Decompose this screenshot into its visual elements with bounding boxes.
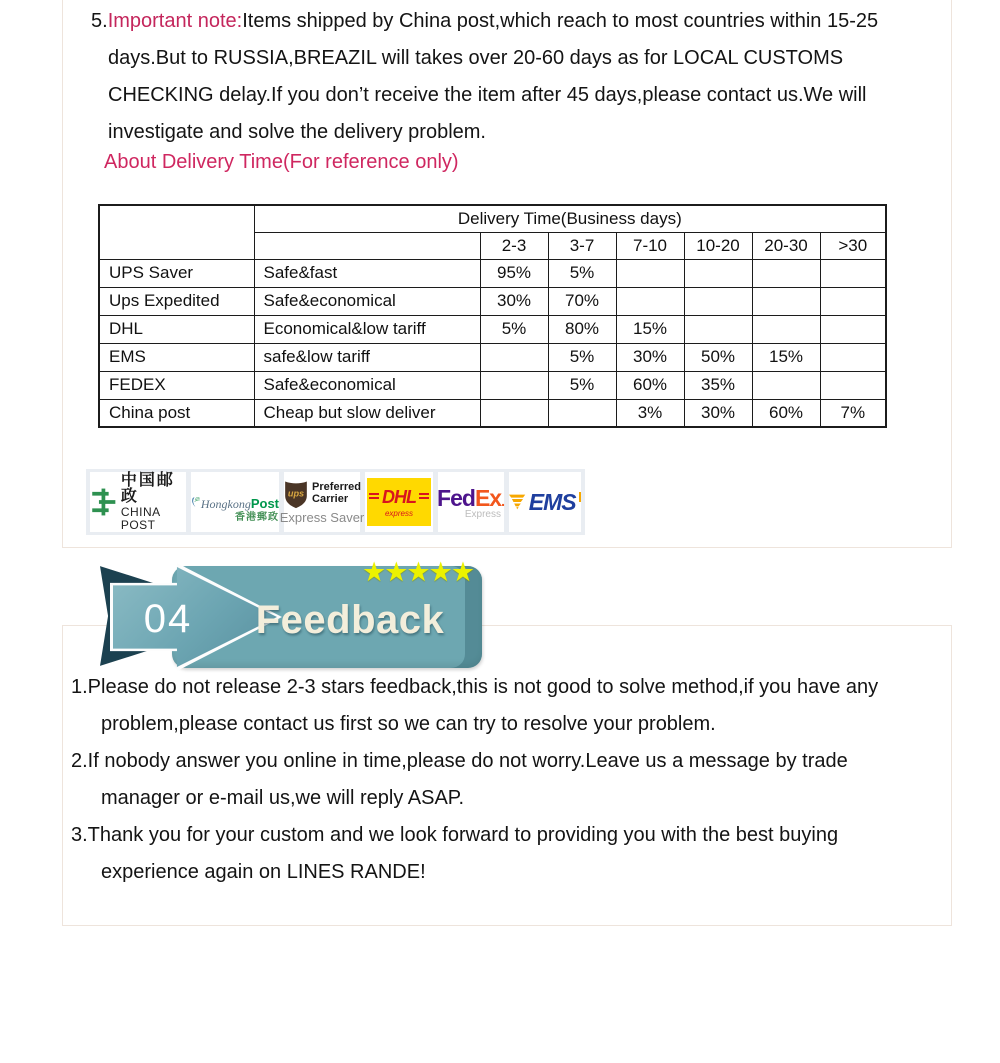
table-row (99, 315, 886, 343)
value-cell (616, 259, 684, 287)
ups-service-label: Express Saver (279, 510, 365, 525)
value-cell: 70% (548, 287, 616, 315)
note-number: 5. (91, 10, 108, 32)
value-cell: 60% (616, 371, 684, 399)
note-line-3: CHECKING delay.If you don’t receive the item after 45 days,please contact us.We will (108, 84, 867, 106)
feedback-item-1-line-1: 1.Please do not release 2-3 stars feedback,this is not good to solve method,if you have any (71, 676, 879, 698)
value-cell (684, 259, 752, 287)
value-cell: 95% (480, 259, 548, 287)
ems-name-label: EMS (528, 488, 576, 515)
carrier-cell: DHL (99, 315, 254, 343)
note-line-1-text: Items shipped by China post,which reach to most countries within 15-25 (242, 10, 879, 32)
carrier-cell: FEDEX (99, 371, 254, 399)
dhl-sub-label: express (384, 508, 413, 518)
dhl-logo (365, 472, 433, 532)
hongkong-post-swoosh-icon (191, 479, 200, 525)
desc-cell: Safe&economical (254, 287, 480, 315)
value-cell: 5% (548, 371, 616, 399)
col-header: >30 (820, 232, 886, 259)
fedex-fed-label: Fed (437, 484, 475, 511)
value-cell: 60% (752, 399, 820, 427)
feedback-item-3-line-1: 3.Thank you for your custom and we look forward to providing you with the best buying (71, 824, 839, 846)
value-cell (820, 259, 886, 287)
value-cell: 30% (684, 399, 752, 427)
carrier-cell: EMS (99, 343, 254, 371)
table-title-cell: Delivery Time(Business days) (254, 205, 886, 232)
hongkong-post-name-label: Hongkong (200, 496, 251, 511)
fedex-ex-label: Ex (474, 484, 502, 511)
dhl-name-label: DHL (382, 486, 416, 507)
delivery-time-table-wrap (98, 204, 887, 428)
value-cell (820, 371, 886, 399)
value-cell (684, 315, 752, 343)
delivery-time-table (98, 204, 887, 428)
col-header: 3-7 (548, 232, 616, 259)
value-cell: 80% (548, 315, 616, 343)
value-cell (480, 399, 548, 427)
ups-tag-line1: Preferred (312, 481, 361, 494)
china-post-emblem-icon (90, 484, 117, 520)
ups-shield-label: ups (287, 488, 305, 499)
carrier-cell: Ups Expedited (99, 287, 254, 315)
table-desc-header-cell (254, 232, 480, 259)
fedex-dot: . (501, 492, 505, 509)
value-cell (480, 343, 548, 371)
desc-cell: Safe&fast (254, 259, 480, 287)
value-cell (548, 399, 616, 427)
value-cell (752, 315, 820, 343)
value-cell: 50% (684, 343, 752, 371)
value-cell: 30% (480, 287, 548, 315)
col-header: 2-3 (480, 232, 548, 259)
value-cell: 15% (752, 343, 820, 371)
value-cell (752, 287, 820, 315)
desc-cell: Economical&low tariff (254, 315, 480, 343)
fedex-express-label: Express (464, 508, 501, 520)
hongkong-post-post-label: Post (250, 495, 279, 511)
feedback-item-2-line-1: 2.If nobody answer you online in time,please do not worry.Leave us a message by trade (71, 750, 848, 772)
value-cell: 30% (616, 343, 684, 371)
hongkong-post-logo (191, 472, 279, 532)
carrier-cell: UPS Saver (99, 259, 254, 287)
feedback-item-1-line-2: problem,please contact us first so we can try to resolve your problem. (101, 713, 716, 735)
value-cell (752, 259, 820, 287)
important-note-label: Important note: (107, 10, 243, 32)
desc-cell: Safe&economical (254, 371, 480, 399)
carrier-cell: China post (99, 399, 254, 427)
table-corner-cell (99, 205, 254, 259)
value-cell: 5% (548, 259, 616, 287)
col-header: 20-30 (752, 232, 820, 259)
fedex-logo (438, 472, 504, 532)
value-cell (820, 287, 886, 315)
china-post-cn-label: 中国邮政 (120, 471, 175, 506)
value-cell (480, 371, 548, 399)
important-note-paragraph (91, 3, 878, 151)
ups-tag-line2: Carrier (312, 493, 349, 505)
desc-cell: safe&low tariff (254, 343, 480, 371)
about-delivery-time-heading: About Delivery Time(For reference only) (104, 151, 459, 173)
col-header: 10-20 (684, 232, 752, 259)
table-row (99, 259, 886, 287)
ems-chevrons-icon (509, 492, 527, 512)
ems-logo (509, 472, 581, 532)
table-row (99, 343, 886, 371)
value-cell: 5% (548, 343, 616, 371)
dhl-dash-icon (369, 493, 379, 501)
value-cell (820, 315, 886, 343)
ups-shield-icon (283, 479, 309, 509)
note-line-1 (91, 3, 878, 40)
table-row (99, 371, 886, 399)
value-cell: 3% (616, 399, 684, 427)
value-cell (820, 343, 886, 371)
value-cell: 5% (480, 315, 548, 343)
feedback-paragraphs (71, 669, 878, 891)
ups-logo (279, 472, 365, 532)
ems-mark-icon (579, 492, 581, 502)
shipping-info-card (62, 0, 952, 548)
value-cell: 15% (616, 315, 684, 343)
table-row (99, 399, 886, 427)
value-cell (616, 287, 684, 315)
banner-section-number: 04 (143, 597, 193, 641)
value-cell (684, 287, 752, 315)
china-post-en-label: CHINA POST (120, 505, 161, 532)
value-cell: 35% (684, 371, 752, 399)
value-cell: 7% (820, 399, 886, 427)
carrier-logo-strip (86, 469, 585, 535)
feedback-item-2-line-2: manager or e-mail us,we will reply ASAP. (101, 787, 465, 809)
desc-cell: Cheap but slow deliver (254, 399, 480, 427)
col-header: 7-10 (616, 232, 684, 259)
banner-title: Feedback (255, 598, 445, 642)
note-line-4: investigate and solve the delivery problem. (108, 121, 486, 143)
feedback-item-3-line-2: experience again on LINES RANDE! (101, 861, 426, 883)
note-line-2: days.But to RUSSIA,BREAZIL will takes over 20-60 days as for LOCAL CUSTOMS (108, 47, 844, 69)
table-row (99, 287, 886, 315)
value-cell (752, 371, 820, 399)
dhl-dash-icon (419, 493, 429, 501)
five-stars-icon: ★★★★★ (362, 557, 474, 587)
hongkong-post-cn-label: 香港郵政 (235, 512, 279, 524)
china-post-logo (90, 472, 186, 532)
feedback-section-banner (100, 556, 485, 678)
